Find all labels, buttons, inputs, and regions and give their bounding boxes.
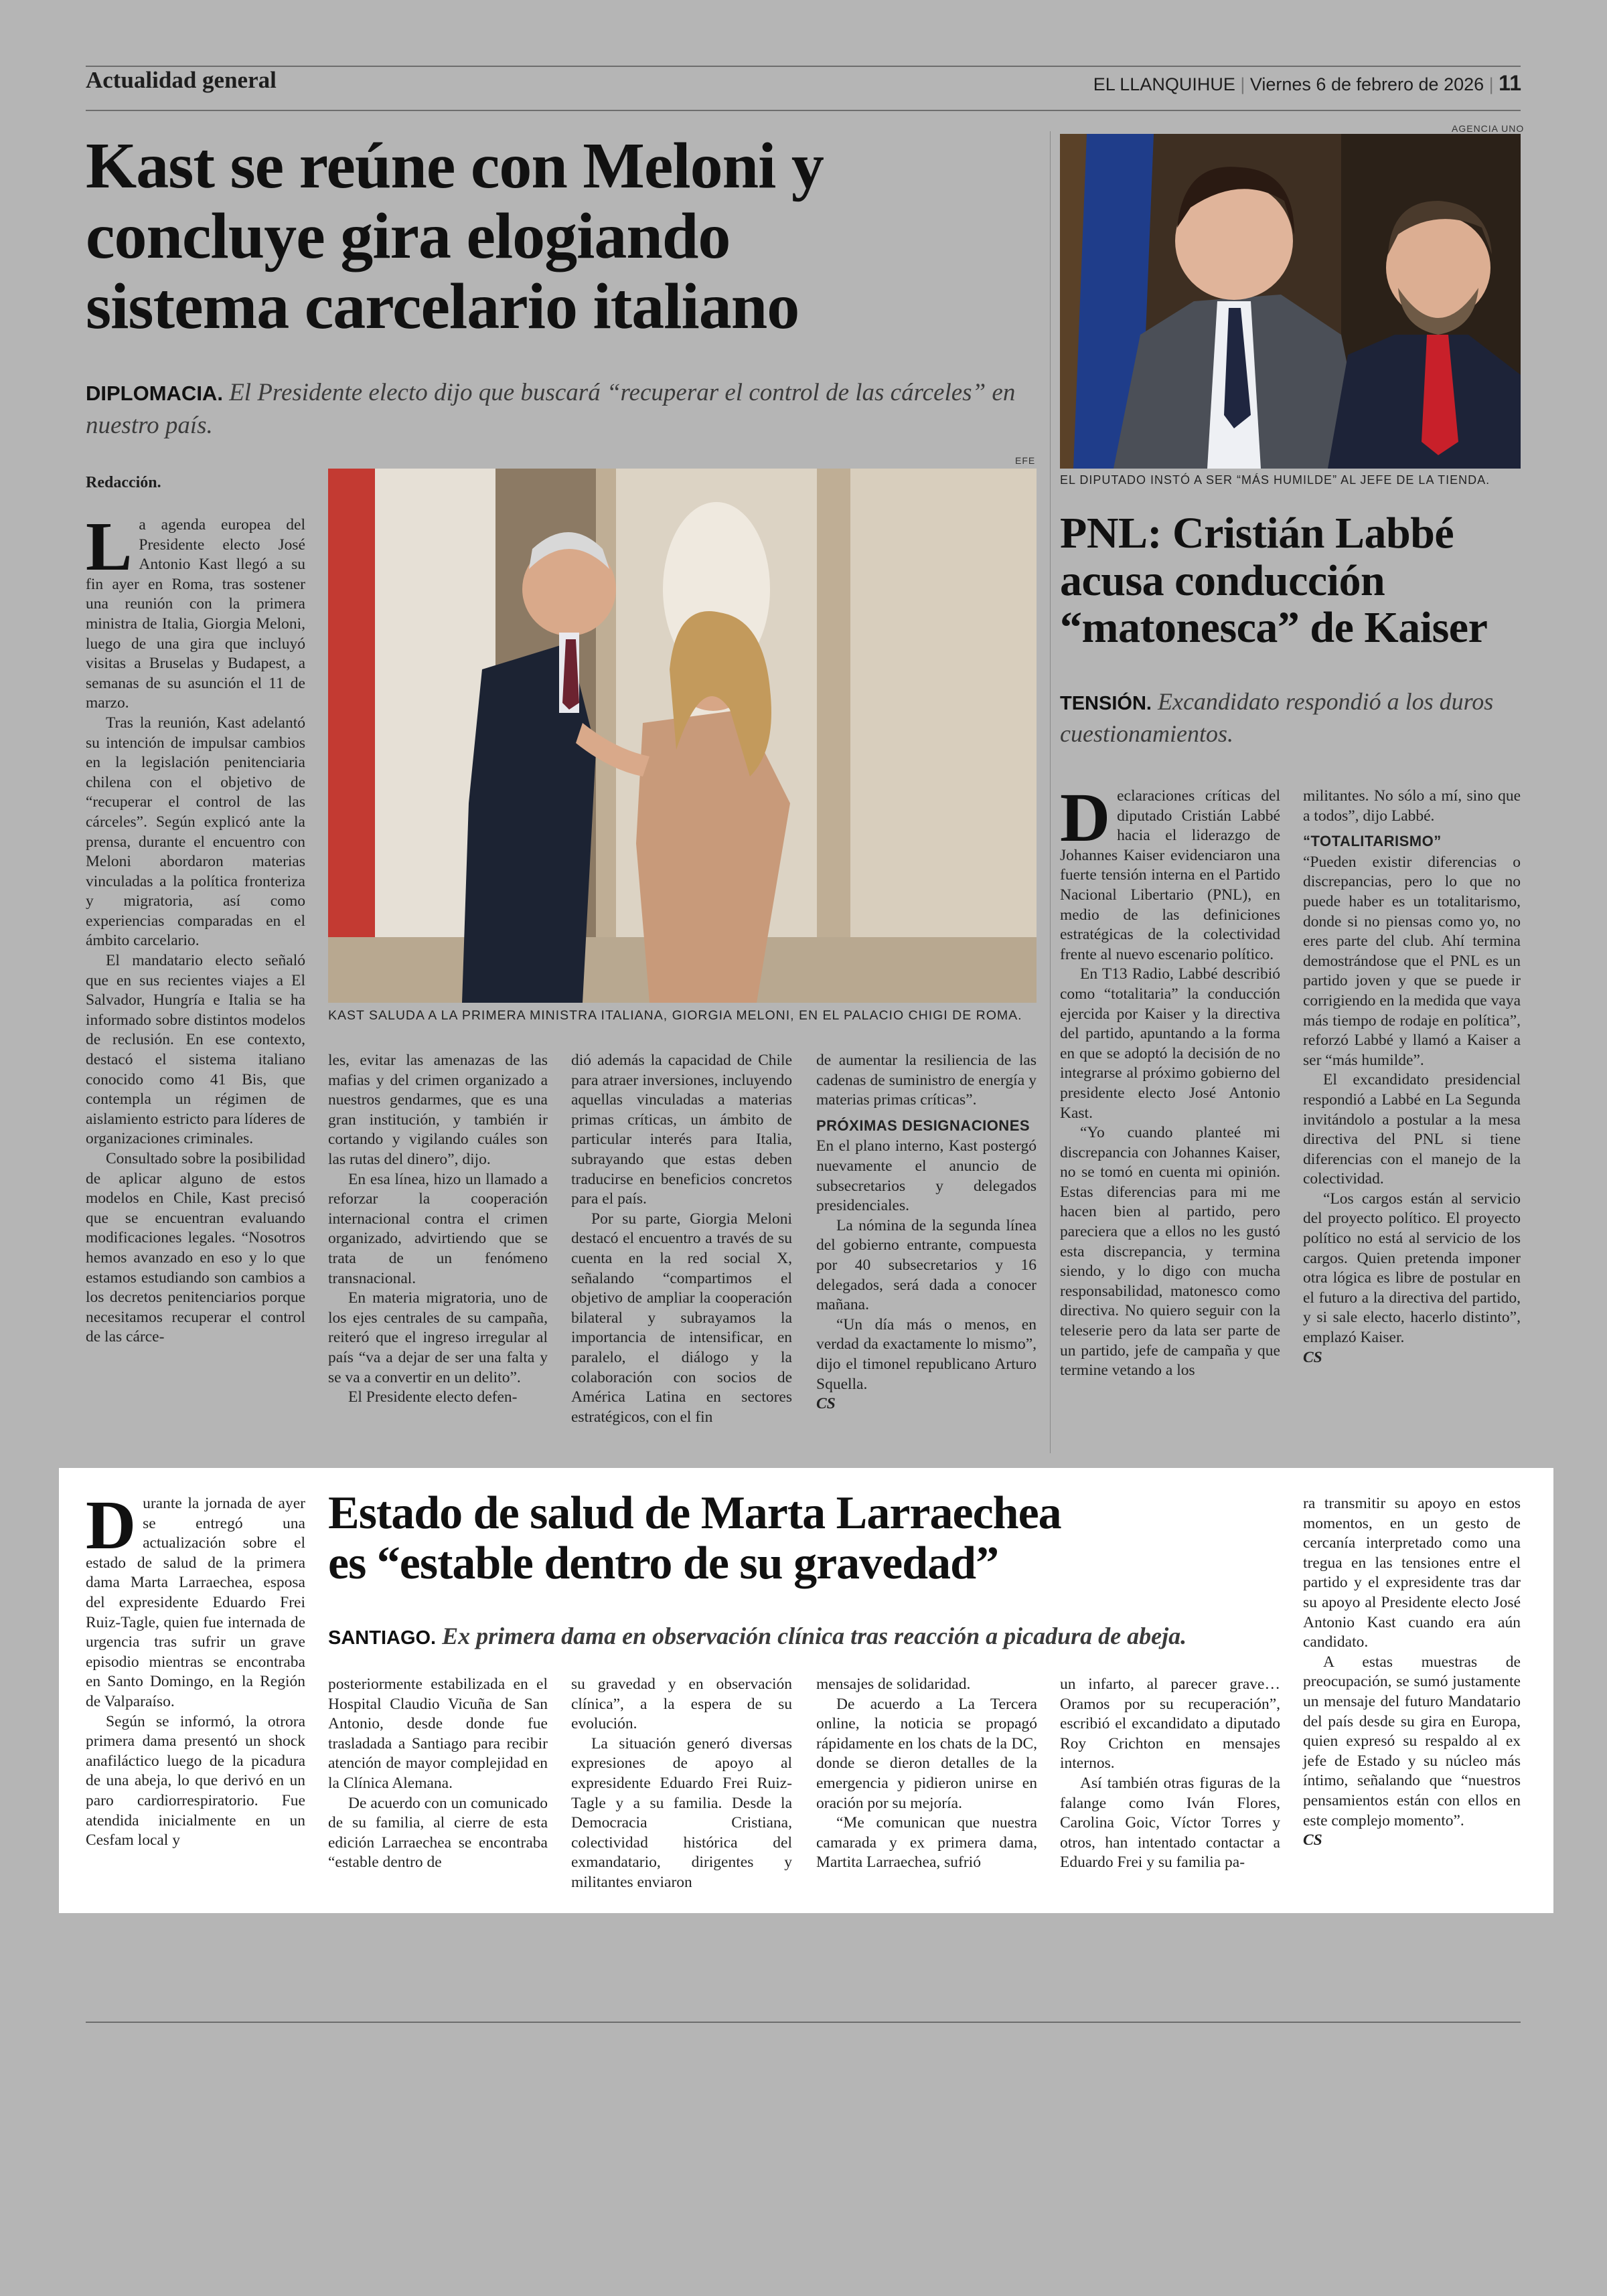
paragraph: De acuerdo a La Tercera online, la noticia se propagó rápidamente en los chats de la DC, donde se dieron detalles de la emergencia y pidieron unirse en oración por su mejoría. — [816, 1695, 1037, 1812]
subhead: “TOTALITARISMO” — [1303, 833, 1442, 850]
bottom-headline-line: es “estable dentro de su gravedad” — [328, 1537, 999, 1589]
paragraph: La situación generó diversas expresiones de apoyo al expresidente Eduardo Frei Ruiz-Tagle y a su familia. Desde la Democracia Cristiana, colectividad histórica del exmandatario, dirigentes y militantes enviaron — [571, 1734, 792, 1891]
bottom-col-2 — [328, 1675, 548, 1873]
side-drop-cap: D — [1060, 779, 1111, 856]
bottom-dek — [328, 1621, 1286, 1653]
paragraph: de aumentar la resiliencia de las cadenas de suministro de energía y materias primas críticas”. — [816, 1052, 1037, 1109]
paragraph: mensajes de solidaridad. — [816, 1675, 971, 1693]
paragraph: Consultado sobre la posibilidad de aplicar alguno de estos modelos en Chile, Kast precisó que se encuentran evaluando modificaciones legales. “Nosotros hemos avanzado en eso y lo que estamos estudiando son cambios a los decretos penitenciarios porque necesitamos recuperar el control de las cárce- — [86, 1150, 305, 1346]
paragraph: posteriormente estabilizada en el Hospital Claudio Vicuña de San Antonio, desde donde fue trasladada a Santiago para recibir atención de mayor complejidad en la Clínica Alemana. — [328, 1675, 548, 1792]
paragraph: Así también otras figuras de la falange como Iván Flores, Carolina Goic, Víctor Torres y otros, han intentado contactar a Eduardo Frei y su familia pa- — [1060, 1774, 1280, 1872]
side-photo — [1060, 134, 1521, 469]
kast-meloni-photo — [328, 469, 1037, 1003]
subhead: PRÓXIMAS DESIGNACIONES — [816, 1117, 1030, 1134]
side-headline — [1060, 510, 1521, 652]
paragraph: militantes. No sólo a mí, sino que a todos”, dijo Labbé. — [1303, 787, 1521, 825]
paragraph: “Pueden existir diferencias o discrepancias, pero lo que no puede haber es un totalitarismo, donde si no piensas como yo, no eres parte del club. Ahí termina demostrándose que el PNL es un partido joven y que se puede ir corrigiendo en la medida que vaya más tiempo de rodaje en política”, reforzó Labbé y llamó a Kaiser a ser “más humilde”. — [1303, 853, 1521, 1069]
side-headline-line: “matonesca” de Kaiser — [1060, 603, 1488, 653]
main-kicker: DIPLOMACIA. — [86, 382, 223, 405]
paragraph: El excandidato presidencial respondió a Labbé en La Segunda invitándolo a postular a la mesa directiva del PNL si tiene diferencias con el manejo de la colectividad. — [1303, 1071, 1521, 1188]
bottom-headline-line: Estado de salud de Marta Larraechea — [328, 1487, 1061, 1539]
main-col-2 — [328, 1051, 548, 1408]
side-photo-caption: EL DIPUTADO INSTÓ A SER “MÁS HUMILDE” AL JEFE DE LA TIENDA. — [1060, 473, 1490, 487]
section-title: Actualidad general — [86, 67, 277, 93]
bottom-headline — [328, 1489, 1286, 1589]
paragraph: En el plano interno, Kast postergó nuevamente el anuncio de subsecretarios y delegados presidenciales. — [816, 1137, 1037, 1215]
column-divider — [1050, 131, 1051, 1453]
bottom-kicker: SANTIAGO. — [328, 1627, 437, 1649]
side-dek — [1060, 687, 1521, 749]
paragraph: su gravedad y en observación clínica”, a la espera de su evolución. — [571, 1675, 792, 1733]
bottom-col-1 — [86, 1487, 305, 1851]
paragraph: a agenda europea del Presidente electo José Antonio Kast llegó a su fin ayer en Roma, tras sostener una reunión con la primera ministra de Italia, Giorgia Meloni, luego de una gira que incluyó visitas a Bruselas y Budapest, a semanas de su asunción el 11 de marzo. — [86, 516, 305, 712]
paragraph: eclaraciones críticas del diputado Cristián Labbé hacia el liderazgo de Johannes Kaiser evidenciaron una fuerte tensión interna en el Partido Nacional Libertario (PNL), en medio de las definiciones estratégicas de la colectividad frente al nuevo escenario político. — [1060, 787, 1280, 963]
byline: Redacción. — [86, 474, 161, 491]
paragraph: “Los cargos están al servicio del proyecto político. El proyecto político no está al servicio de los cargos. Quien pretenda imponer otra lógica es libre de postular en el futuro a la directiva del partido, y si sale electo, hacerlo distinto”, emplazó Kaiser. — [1303, 1190, 1521, 1347]
side-col-1 — [1060, 779, 1280, 1381]
paragraph: “Yo cuando planteé mi discrepancia con Johannes Kaiser, no se tomó en cuenta mi opinión. Estas diferencias para mi me hacen bien al partido, pero pareciera que a ellos no les gustó esta discrepancia, y termina siendo, y lo digo con mucha responsabilidad, matonesco como directiva. No quiero seguir con la teleserie pero da lata ser parte de un partido, jefe de campaña y que termine vetando a los — [1060, 1124, 1280, 1380]
paragraph: En T13 Radio, Labbé describió como “totalitaria” la conducción ejercida por Kaiser y la directiva del partido, apuntando a la forma en que se adoptó la decisión de no integrarse al próximo gobierno del presidente electo José Antonio Kast. — [1060, 965, 1280, 1122]
side-headline-line: acusa conducción — [1060, 556, 1385, 605]
paragraph: A estas muestras de preocupación, se sumó justamente un mensaje del futuro Mandatario del país desde su gira en Europa, quien expresó su respaldo al ex jefe de Estado y su núcleo más íntimo, señalando que “nuestros pensamientos están con ellos en este complejo momento”. — [1303, 1653, 1521, 1829]
bottom-col-4 — [816, 1675, 1037, 1873]
paragraph: ra transmitir su apoyo en estos momentos, en un gesto de cercanía interpretado como una tregua en las tensiones entre el partido y el expresidente tras dar su apoyo al Presidente electo José Antonio Kast cuando era aún candidato. — [1303, 1495, 1521, 1651]
main-dek-text: El Presidente electo dijo que buscará “recuperar el control de las cárceles” en nuestro país. — [86, 379, 1016, 439]
paragraph: “Un día más o menos, en verdad da exactamente lo mismo”, dijo el timonel republicano Arturo Squella. — [816, 1315, 1037, 1393]
bottom-col-3 — [571, 1675, 792, 1893]
main-headline-line: Kast se reúne con Meloni y — [86, 130, 824, 202]
header-rule — [86, 110, 1521, 111]
main-photo-credit: EFE — [1015, 455, 1036, 466]
paragraph: El mandatario electo señaló que en sus recientes viajes a El Salvador, Hungría e Italia se ha informado sobre distintos modelos de reclusión. En ese contexto, destacó el sistema italiano conocido como 41 Bis, que contempla un régimen de aislamiento estricto para líderes de organizaciones criminales. — [86, 952, 305, 1148]
main-headline-line: concluye gira elogiando — [86, 199, 731, 272]
paragraph: urante la jornada de ayer se entregó una actualización sobre el estado de salud de la primera dama Marta Larraechea, esposa del expresidente Eduardo Frei Ruiz-Tagle, quien fue internada de urgencia tras sufrir un grave episodio mientras se encontraba en Santo Domingo, en la Región de Valparaíso. — [86, 1495, 305, 1710]
bottom-col-6 — [1303, 1494, 1521, 1851]
paragraph: “Me comunican que nuestra camarada y ex primera dama, Martita Larraechea, sufrió — [816, 1814, 1037, 1872]
end-mark: CS — [816, 1395, 836, 1413]
end-mark: CS — [1303, 1348, 1322, 1366]
main-col-4 — [816, 1051, 1037, 1414]
folio: EL LLANQUIHUE | Viernes 6 de febrero de 2026 | 11 — [1093, 71, 1521, 95]
paragraph: dió además la capacidad de Chile para atraer inversiones, incluyendo aquellas vinculadas a materias primas críticas, un ámbito de particular interés para Italia, subrayando que estas deben traducirse en beneficios concretos para el país. — [571, 1052, 792, 1208]
main-dek — [86, 377, 1023, 442]
bottom-dek-text: Ex primera dama en observación clínica tras reacción a picadura de abeja. — [442, 1623, 1187, 1649]
page-number: 11 — [1499, 71, 1521, 95]
side-dek-text: Excandidato respondió a los duros cuestionamientos. — [1060, 688, 1494, 747]
bottom-col-5 — [1060, 1675, 1280, 1873]
paragraph: Tras la reunión, Kast adelantó su intención de impulsar cambios en la legislación penitenciaria chilena con el objetivo de “recuperar el control de las cárceles”. Según explicó ante la prensa, durante el encuentro con Meloni abordaron materias vinculadas a la política fronteriza y migratoria, así como experiencias comparadas en el ámbito carcelario. — [86, 714, 305, 950]
main-col-1 — [86, 508, 305, 1347]
paragraph: Por su parte, Giorgia Meloni destacó el encuentro a través de su cuenta en la red social X, señalando “compartimos el objetivo de ampliar la cooperación bilateral y subrayamos la importancia de intensificar, en paralelo, el diálogo y la colaboración con socios de América Latina en sectores estratégicos, con el fin — [571, 1210, 792, 1426]
main-col-3 — [571, 1051, 792, 1427]
issue-date: Viernes 6 de febrero de 2026 — [1249, 74, 1484, 94]
paragraph: Según se informó, la otrora primera dama presentó un shock anafiláctico luego de la picadura de una abeja, lo que derivó en un paro cardiorrespiratorio. Fue atendida inicialmente en un Cesfam local y — [86, 1712, 305, 1850]
labbe-photo — [1060, 134, 1521, 469]
end-mark: CS — [1303, 1831, 1322, 1850]
paragraph: El Presidente electo defen- — [348, 1388, 518, 1406]
main-headline-line: sistema carcelario italiano — [86, 270, 799, 343]
paragraph: les, evitar las amenazas de las mafias y del crimen organizado a nuestros gendarmes, que es una gran institución, y también ir cortando y vigilando cuáles son las rutas del dinero”, dijo. — [328, 1052, 548, 1168]
paragraph: un infarto, al parecer grave… Oramos por su recuperación”, escribió el excandidato a diputado Roy Crichton en mensajes internos. — [1060, 1675, 1280, 1773]
publication-name: EL LLANQUIHUE — [1093, 74, 1235, 94]
main-photo-caption: KAST SALUDA A LA PRIMERA MINISTRA ITALIANA, GIORGIA MELONI, EN EL PALACIO CHIGI DE ROMA. — [328, 1008, 1022, 1023]
side-headline-line: PNL: Cristián Labbé — [1060, 509, 1454, 558]
side-col-2 — [1303, 787, 1521, 1368]
main-drop-cap: L — [86, 508, 133, 585]
side-photo-credit: AGENCIA UNO — [1452, 123, 1525, 134]
side-kicker: TENSIÓN. — [1060, 693, 1152, 714]
main-photo — [328, 469, 1037, 1003]
main-headline — [86, 131, 1037, 342]
paragraph: En materia migratoria, uno de los ejes centrales de su campaña, reiteró que el ingreso irregular al país “va a dejar de ser una falta y se va a convertir en un delito”. — [328, 1289, 548, 1386]
paragraph: En esa línea, hizo un llamado a reforzar la cooperación internacional contra el crimen organizado, advirtiendo que se trata de un fenómeno transnacional. — [328, 1170, 548, 1287]
top-rule — [86, 66, 1521, 67]
paragraph: De acuerdo con un comunicado de su familia, al cierre de esta edición Larraechea se encontraba “estable dentro de — [328, 1794, 548, 1872]
paragraph: La nómina de la segunda línea del gobierno entrante, compuesta por 40 subsecretarios y 16 delegados, será dada a conocer mañana. — [816, 1216, 1037, 1314]
footer-rule — [86, 2022, 1521, 2023]
bottom-drop-cap: D — [86, 1487, 137, 1564]
